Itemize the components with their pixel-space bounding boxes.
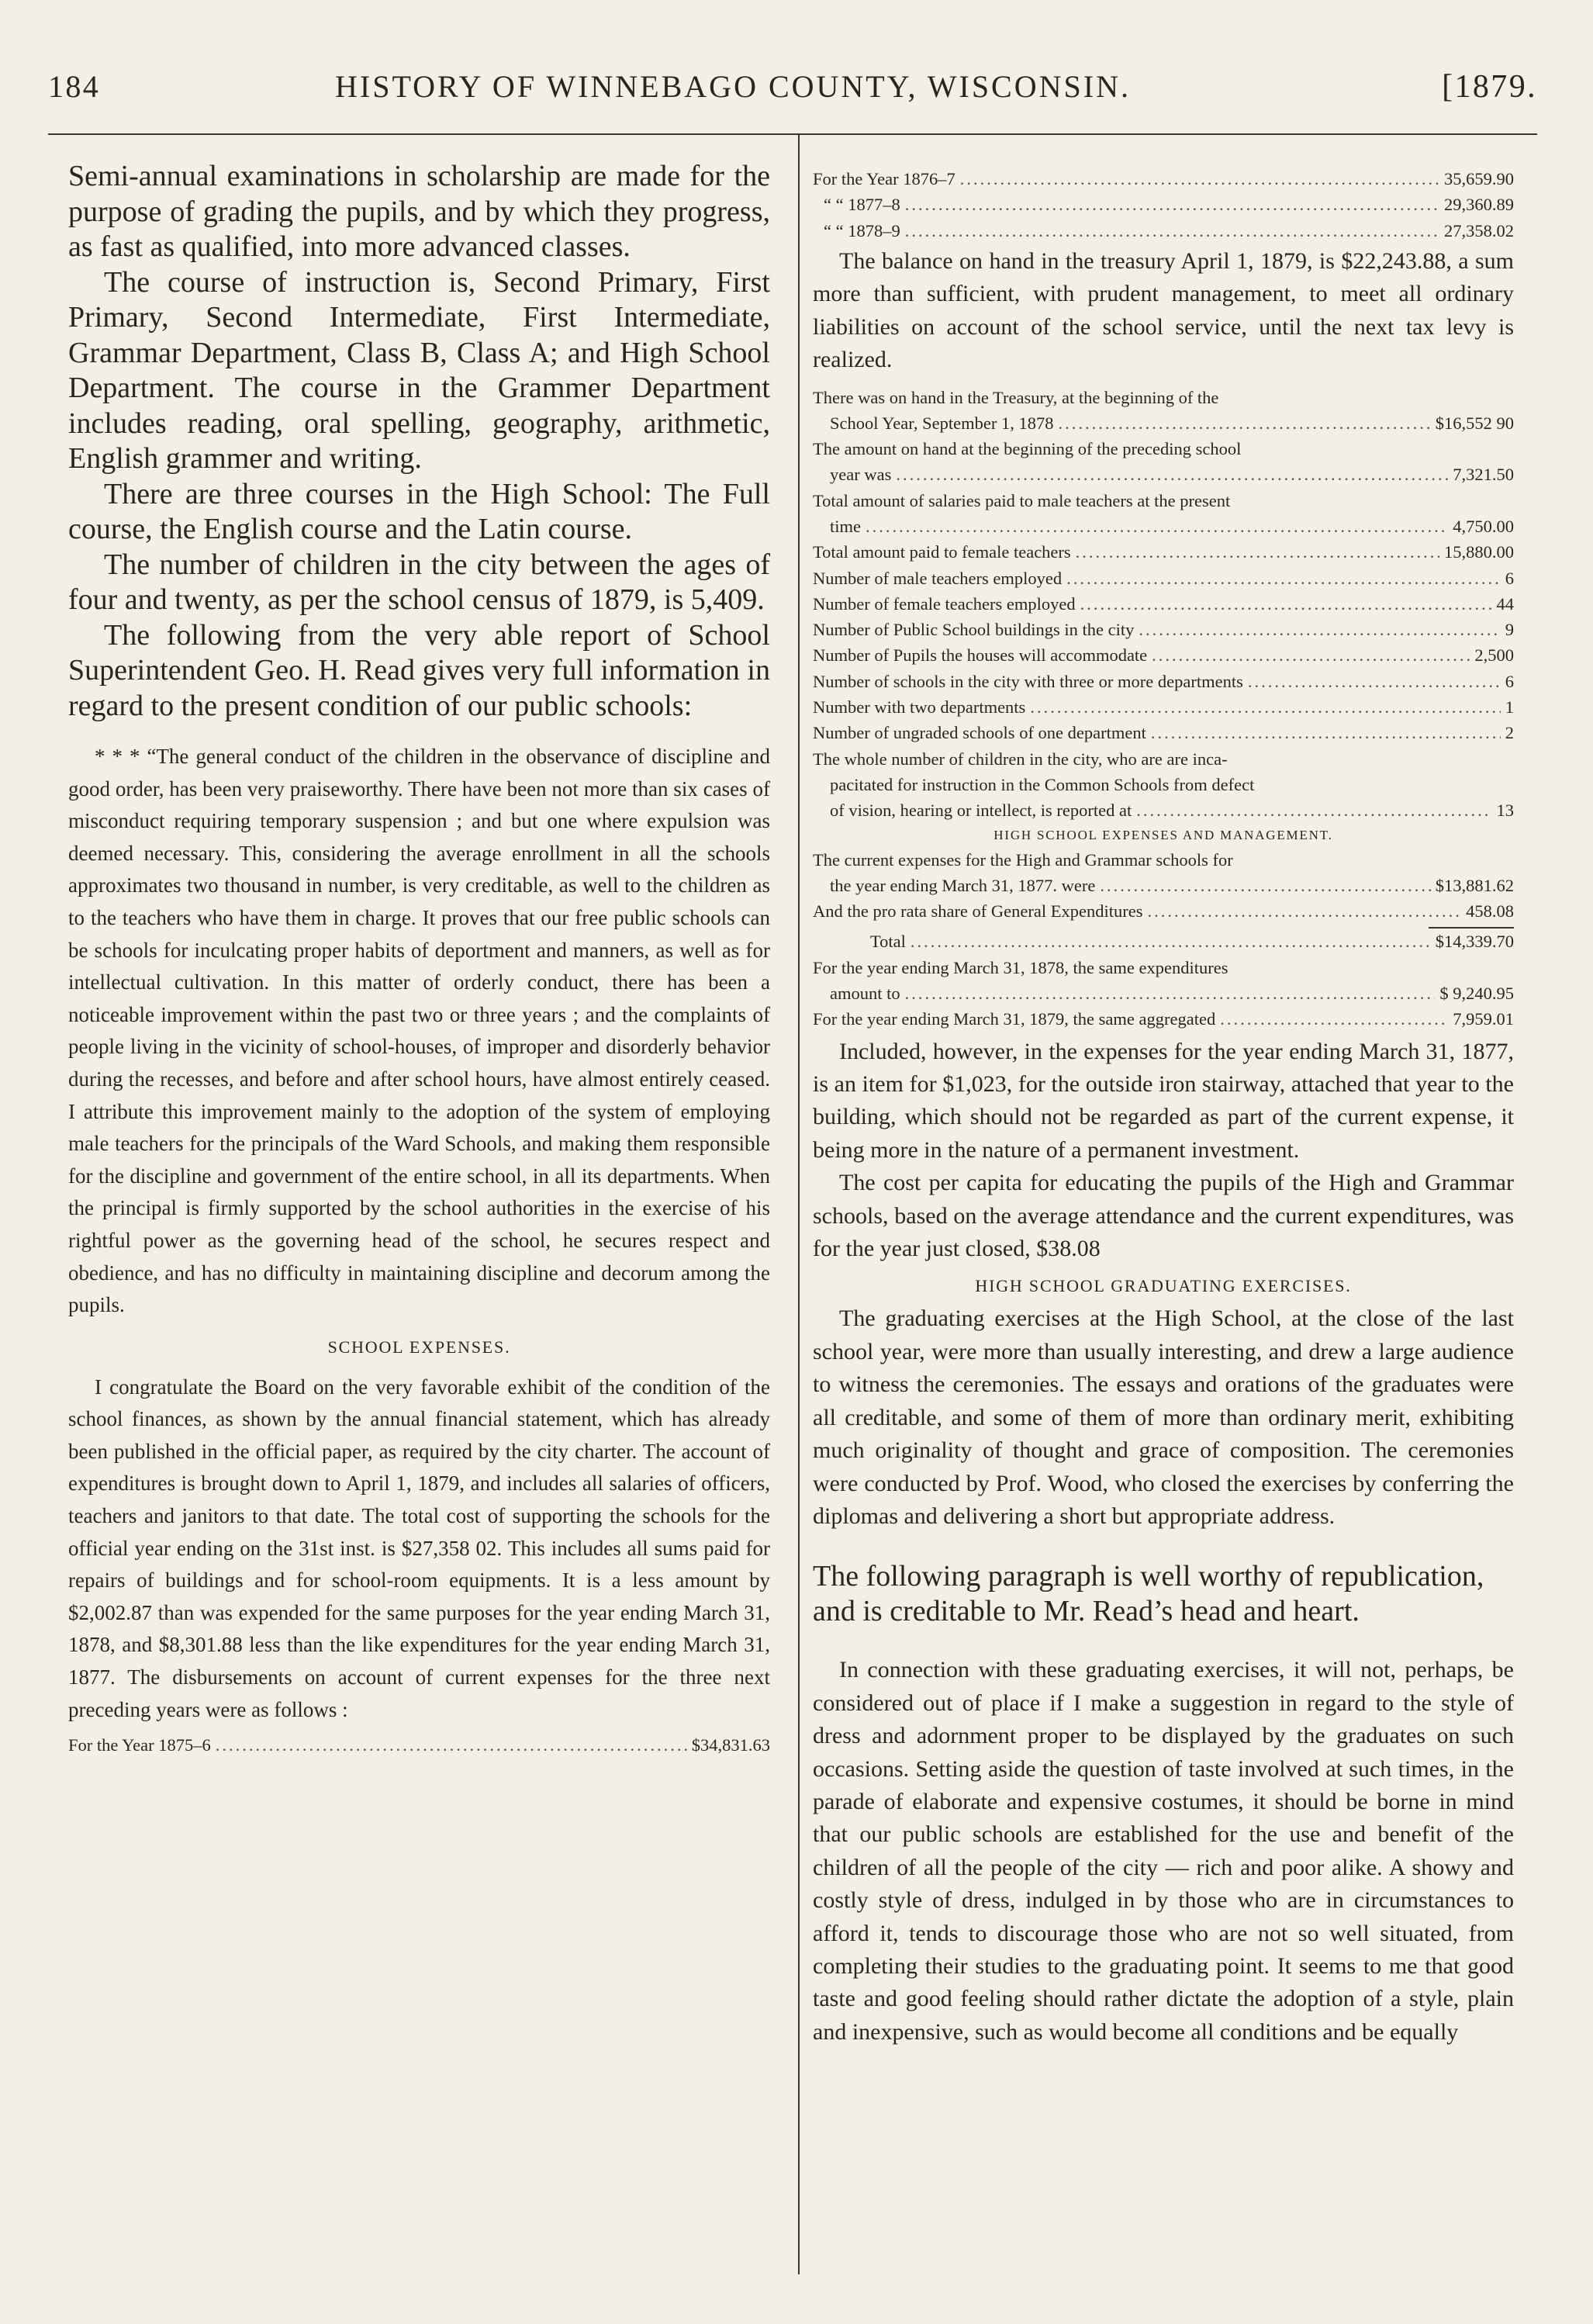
header-rule bbox=[48, 133, 1537, 135]
ledger-label: For the Year 1876–7 bbox=[813, 169, 955, 188]
stat-label: School Year, September 1, 1878 bbox=[830, 413, 1054, 433]
ledger bbox=[68, 1732, 770, 1758]
stat-row bbox=[813, 797, 1514, 823]
stat-value: 2 bbox=[1505, 723, 1514, 743]
stat-value: 458.08 bbox=[1466, 901, 1514, 922]
stat-value: $16,552 90 bbox=[1435, 413, 1514, 433]
balance-text bbox=[813, 245, 1514, 377]
stat-label: Number of ungraded schools of one department bbox=[813, 723, 1146, 743]
stat-lead: There was on hand in the Treasury, at the beginning of the bbox=[813, 387, 1219, 407]
paragraph: In connection with these graduating exercises, it will not, perhaps, be considered out of place if I make a suggestion in regard to the style of dress and adornment proper to be displayed by the graduates on such occasions. Setting aside the question of taste involved at such times, in the parade of elaborate and expensive costumes, it should be borne in mind that our public schools are established for the use and benefit of the children of all the people of the city — rich and poor alike. A showy and costly style of dress, indulged in by those who are in circumstances to afford it, tends to discourage those who are not so well situated, from completing their studies to the graduating point. It seems to me that good taste and good feeling should rather dictate the adoption of a style, plain and inexpensive, such as would become all conditions and be equally bbox=[813, 1657, 1514, 2045]
stat-label: Number of female teachers employed bbox=[813, 593, 1076, 614]
paragraph: The graduating exercises at the High School, at the close of the last school year, were more than usually interesting, and drew a large audience to witness the ceremonies. The essays and orations of the graduates were all creditable, and some of them of more than ordinary merit, exhibiting much originality of thought and grace of composition. The ceremonies were conducted by Prof. Wood, who closed the exercises by conferring the diplomas and delivering a short but appropriate address. bbox=[813, 1306, 1514, 1529]
ledger-label: For the Year 1875–6 bbox=[68, 1735, 211, 1755]
expenses-text bbox=[68, 1371, 770, 1727]
stat-value: 4,750.00 bbox=[1453, 517, 1514, 536]
graduation-text bbox=[813, 1302, 1514, 1533]
stat-value: 6 bbox=[1505, 568, 1514, 588]
stat-label: of vision, hearing or intellect, is reported at bbox=[830, 801, 1132, 821]
ledger-label: “ “ 1878–9 bbox=[824, 220, 900, 240]
stat-row bbox=[813, 539, 1514, 565]
stat-value: 7,959.01 bbox=[1453, 1009, 1514, 1029]
stat-row bbox=[813, 694, 1514, 720]
stat-lead: The amount on hand at the beginning of the preceding school bbox=[813, 439, 1242, 459]
stat-row bbox=[813, 1006, 1514, 1032]
stat-row bbox=[813, 591, 1514, 617]
stat-label: And the pro rata share of General Expenditures bbox=[813, 901, 1143, 922]
stat-label: Total amount paid to female teachers bbox=[813, 542, 1071, 562]
stat-lead: The whole number of children in the city, who are are inca- bbox=[813, 749, 1228, 769]
paragraph: Semi-annual examinations in scholarship are made for the purpose of grading the pupils, and by which they progress, as fast as qualified, into more advanced classes. bbox=[68, 160, 770, 263]
stat-value: $ 9,240.95 bbox=[1439, 984, 1514, 1004]
paragraph: The number of children in the city between the ages of four and twenty, as per the school census of 1879, is 5,409. bbox=[68, 548, 770, 616]
stat-value: 6 bbox=[1505, 671, 1514, 691]
ledger-value: 35,659.90 bbox=[1444, 169, 1514, 188]
stat-label: amount to bbox=[830, 984, 900, 1004]
right-column bbox=[813, 166, 1514, 2049]
ledger-row bbox=[813, 192, 1514, 217]
stat-value: 1 bbox=[1505, 697, 1514, 718]
paragraph: There are three courses in the High School: The Full course, the English course and the Latin course. bbox=[68, 477, 770, 545]
paragraph: * * * “The general conduct of the children in the observance of discipline and good order, has been very praiseworthy. There have been not more than six cases of misconduct requiring temporary suspension ; and but one where expulsion was deemed necessary. This, considering the average enrollment in all the schools approximates two thousand in number, is very creditable, as well to the children as to the teachers who have them in charge. It proves that our free public schools can be schools for inculcating proper habits of deportment and manners, as well as for intellectual cultivation. In this matter of orderly conduct, there has been a noticeable improvement within the past two or three years ; and the complaints of people living in the vicinity of school-houses, of improper and disorderly behavior during the recesses, and before and after school hours, have almost entirely ceased. I attribute this improvement mainly to the adoption of the system of employing male teachers for the principals of the Ward Schools, and making them responsible for the discipline and government of the entire school, in all its departments. When the principal is firmly supported by the school authorities in the exercise of his rightful power as the governing head of the school, he secures respect and obedience, and has no difficulty in maintaining discipline and decorum among the pupils. bbox=[68, 745, 770, 1317]
stat-lead: For the year ending March 31, 1878, the same expenditures bbox=[813, 957, 1228, 977]
stat-row bbox=[813, 898, 1514, 924]
statistics-table bbox=[813, 385, 1514, 1032]
stat-label: Number of Pupils the houses will accommodate bbox=[813, 645, 1148, 666]
paragraph: The following from the very able report of School Superintendent Geo. H. Read gives very full information in regard to the present condition of our public schools: bbox=[68, 618, 770, 722]
stat-row bbox=[813, 462, 1514, 487]
stat-label: time bbox=[830, 517, 861, 536]
section-heading: SCHOOL EXPENSES. bbox=[327, 1337, 511, 1357]
stat-row bbox=[813, 642, 1514, 668]
paragraph: The course of instruction is, Second Primary, First Primary, Second Intermediate, First Intermediate, Grammar Department, Class B, Class A; and High School Department. The course in the Grammer Department includes reading, oral spelling, geography, arithmetic, English grammer and writing. bbox=[68, 265, 770, 475]
ledger-label: “ “ 1877–8 bbox=[824, 195, 900, 215]
running-header bbox=[48, 61, 1537, 115]
ledger-row bbox=[68, 1732, 770, 1758]
stat-value: 44 bbox=[1496, 593, 1514, 614]
ledger-row bbox=[813, 218, 1514, 244]
header-year: [1879. bbox=[1442, 69, 1537, 105]
stat-row bbox=[813, 565, 1514, 591]
stat-label: Number of schools in the city with three or more departments bbox=[813, 671, 1243, 691]
stat-label: For the year ending March 31, 1879, the same aggregated bbox=[813, 1009, 1216, 1029]
stat-row bbox=[813, 873, 1514, 898]
stat-row bbox=[813, 617, 1514, 642]
stat-row bbox=[813, 410, 1514, 436]
stat-row bbox=[813, 669, 1514, 694]
ledger-value: 29,360.89 bbox=[1444, 195, 1514, 215]
page-title: HISTORY OF WINNEBAGO COUNTY, WISCONSIN. bbox=[335, 69, 1131, 104]
stat-label: Number of Public School buildings in the city bbox=[813, 620, 1135, 640]
expense-notes bbox=[813, 1036, 1514, 1266]
stat-value: 13 bbox=[1496, 801, 1514, 821]
stat-row bbox=[813, 720, 1514, 745]
stat-lead: Total amount of salaries paid to male teachers at the present bbox=[813, 490, 1231, 510]
stat-label: Total bbox=[870, 932, 906, 952]
ledger-value: 27,358.02 bbox=[1444, 220, 1514, 240]
section-heading: HIGH SCHOOL EXPENSES AND MANAGEMENT. bbox=[993, 827, 1333, 842]
stat-label: Number of male teachers employed bbox=[813, 568, 1063, 588]
intro-text bbox=[68, 159, 770, 724]
stat-value: 2,500 bbox=[1474, 645, 1514, 666]
stat-value: $13,881.62 bbox=[1435, 875, 1514, 895]
column-divider bbox=[798, 133, 800, 2274]
ledger-value: $34,831.63 bbox=[691, 1735, 770, 1755]
stat-value: 15,880.00 bbox=[1444, 542, 1514, 562]
stat-value: 9 bbox=[1505, 620, 1514, 640]
stat-lead: The current expenses for the High and Grammar schools for bbox=[813, 849, 1233, 870]
final-text bbox=[813, 1654, 1514, 2049]
worthy-paragraph: The following paragraph is well worthy of republication, and is creditable to Mr. Read’s head and heart. bbox=[813, 1560, 1484, 1628]
page-number: 184 bbox=[48, 69, 101, 104]
paragraph: I congratulate the Board on the very favorable exhibit of the condition of the school finances, as shown by the annual financial statement, which has already been published in the official paper, as required by the city charter. The account of expenditures is brought down to April 1, 1879, and includes all salaries of officers, teachers and janitors to that date. The total cost of supporting the schools for the official year ending on the 31st inst. is $27,358 02. This includes all sums paid for repairs of buildings and for school-room equipments. It is a less amount by $2,002.87 than was expended for the same purposes for the year ending March 31, 1878, and $8,301.88 less than the like expenditures for the year ending March 31, 1877. The disbursements on account of current expenses for the three next preceding years were as follows : bbox=[68, 1375, 770, 1721]
paragraph: The balance on hand in the treasury April 1, 1879, is $22,243.88, a sum more than sufficient, with prudent management, to meet all ordinary liabilities on account of the school service, until the next tax levy is realized. bbox=[813, 247, 1514, 373]
superintendent-report-quote bbox=[68, 741, 770, 1322]
stat-label: year was bbox=[830, 465, 892, 485]
year-expenditures bbox=[813, 166, 1514, 244]
stat-row bbox=[813, 980, 1514, 1006]
stat-label: the year ending March 31, 1877. were bbox=[830, 875, 1096, 895]
paragraph: Included, however, in the expenses for the year ending March 31, 1877, is an item for $1,023, for the outside iron stairway, attached that year to the building, which should not be regarded as part of the current expense, it being more in the nature of a permanent investment. bbox=[813, 1038, 1514, 1163]
stat-lead: pacitated for instruction in the Common Schools from defect bbox=[830, 774, 1255, 794]
left-column bbox=[68, 159, 770, 1759]
stat-label: Number with two departments bbox=[813, 697, 1026, 718]
stat-row bbox=[813, 514, 1514, 539]
stat-value: $14,339.70 bbox=[1435, 932, 1514, 952]
stat-value: 7,321.50 bbox=[1453, 465, 1514, 485]
paragraph: The cost per capita for educating the pupils of the High and Grammar schools, based on the average attendance and the current expenditures, was for the year just closed, $38.08 bbox=[813, 1170, 1514, 1262]
section-heading: HIGH SCHOOL GRADUATING EXERCISES. bbox=[975, 1276, 1352, 1296]
ledger-row bbox=[813, 166, 1514, 192]
total-row bbox=[813, 929, 1514, 954]
